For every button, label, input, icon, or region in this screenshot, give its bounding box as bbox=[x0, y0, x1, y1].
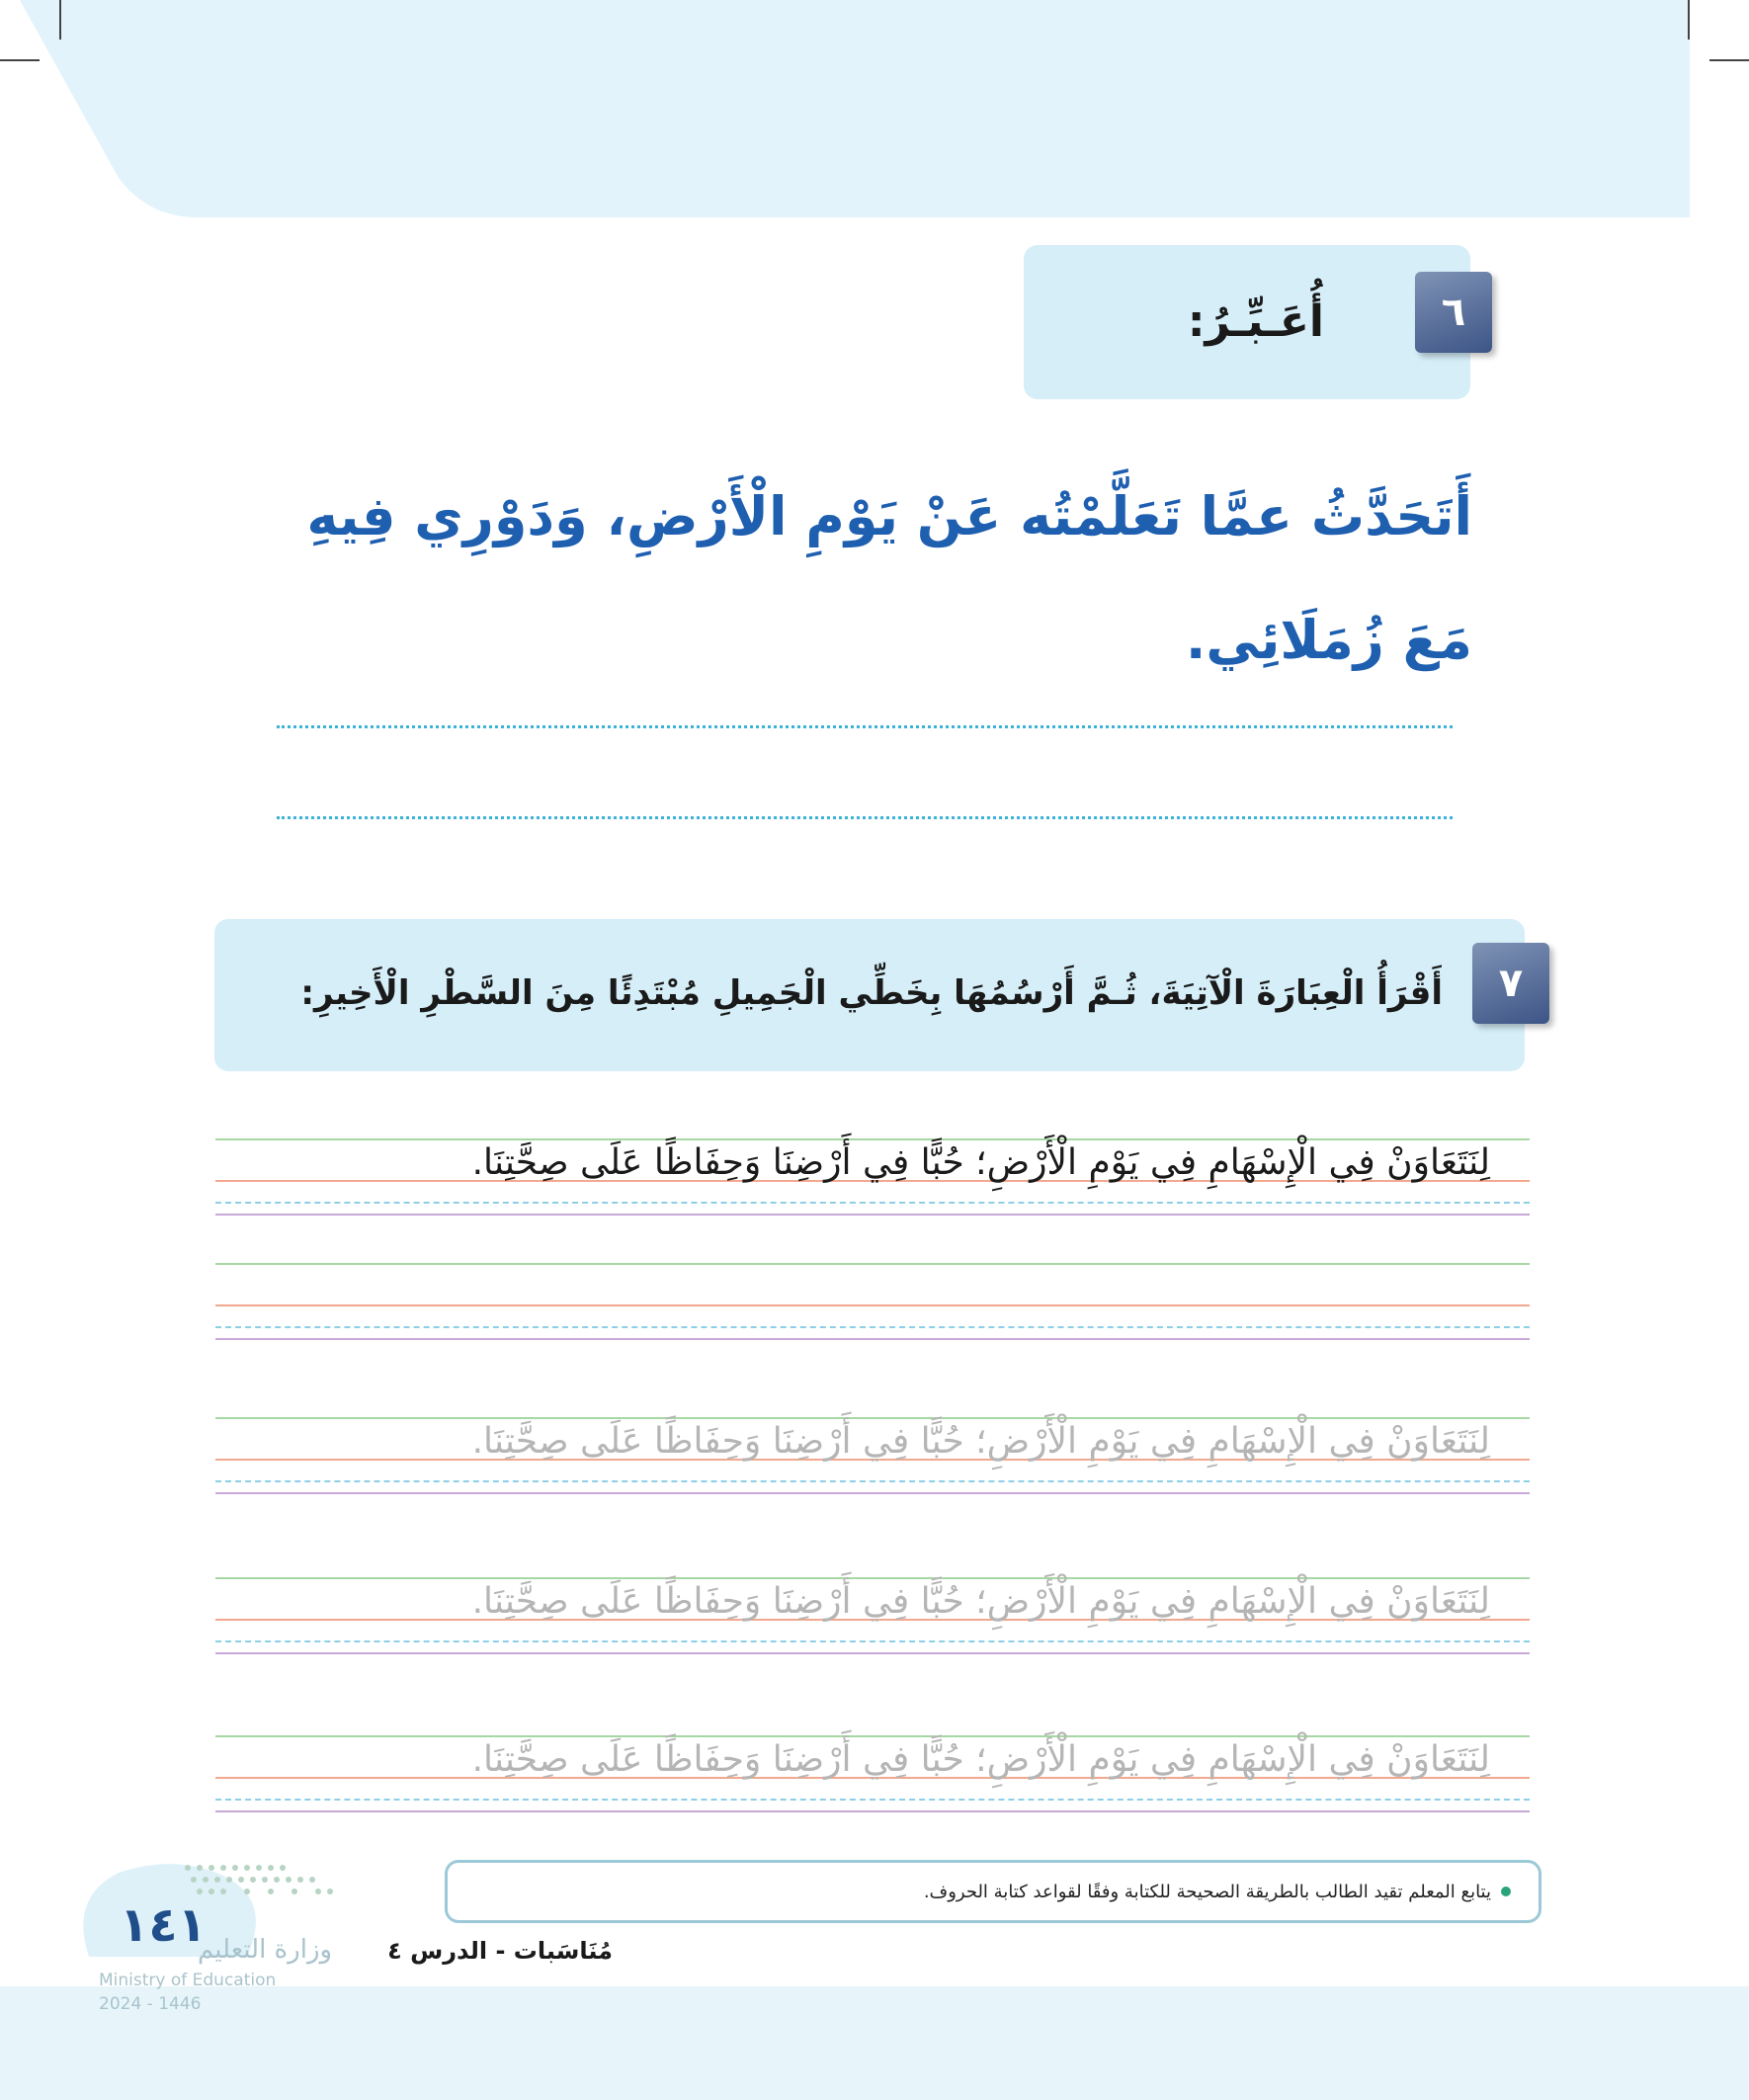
top-banner bbox=[0, 0, 1690, 217]
answer-line-2[interactable] bbox=[277, 816, 1453, 819]
page-number: ١٤١ bbox=[120, 1897, 207, 1953]
ministry-name-ar: وزارة التعليم bbox=[198, 1935, 333, 1965]
teacher-note bbox=[445, 1860, 1541, 1923]
model-sentence: لِنَتَعَاوَنْ فِي الْإِسْهَامِ فِي يَوْمِ الْأَرْضِ؛ حُبًّا فِي أَرْضِنَا وَحِفَاظًا عَلَى صِحَّتِنَا. bbox=[471, 1142, 1490, 1183]
trace-sentence-2: لِنَتَعَاوَنْ فِي الْإِسْهَامِ فِي يَوْمِ الْأَرْضِ؛ حُبًّا فِي أَرْضِنَا وَحِفَاظًا عَلَى صِحَّتِنَا. bbox=[471, 1581, 1490, 1622]
section-6-prompt: أَتَحَدَّثُ عمَّا تَعَلَّمْتُه عَنْ يَوْمِ الْأَرْضِ، وَدَوْرِي فِيهِ مَعَ زُمَلَائِي. bbox=[306, 485, 1472, 671]
bottom-band bbox=[0, 1986, 1749, 2100]
ministry-year: 2024 - 1446 bbox=[99, 1994, 202, 2014]
section-6-heading: أُعَـبِّـرُ: bbox=[1187, 296, 1324, 347]
section-7-heading: أَقْرَأُ الْعِبَارَةَ الْآتِيَةَ، ثُـمَّ أَرْسُمُهَا بِخَطِّي الْجَمِيلِ مُبْتَدِئًا مِنَ السَّطْرِ الْأَخِيرِ: bbox=[300, 973, 1443, 1013]
trace-sentence-1: لِنَتَعَاوَنْ فِي الْإِسْهَامِ فِي يَوْمِ الْأَرْضِ؛ حُبًّا فِي أَرْضِنَا وَحِفَاظًا عَلَى صِحَّتِنَا. bbox=[471, 1421, 1490, 1462]
section-7-number: ٧ bbox=[1472, 943, 1549, 1024]
ministry-name-en: Ministry of Education bbox=[99, 1971, 277, 1990]
answer-line-1[interactable] bbox=[277, 725, 1453, 728]
trace-sentence-3: لِنَتَعَاوَنْ فِي الْإِسْهَامِ فِي يَوْمِ الْأَرْضِ؛ حُبًّا فِي أَرْضِنَا وَحِفَاظًا عَلَى صِحَّتِنَا. bbox=[471, 1739, 1490, 1780]
lesson-footer: مُنَاسَبات - الدرس ٤ bbox=[387, 1937, 613, 1965]
section-6-number: ٦ bbox=[1415, 272, 1492, 353]
teacher-note-text: يتابع المعلم تقيد الطالب بالطريقة الصحيحة للكتابة وفقًا لقواعد كتابة الحروف. bbox=[923, 1881, 1491, 1902]
bullet-icon bbox=[1501, 1887, 1511, 1896]
